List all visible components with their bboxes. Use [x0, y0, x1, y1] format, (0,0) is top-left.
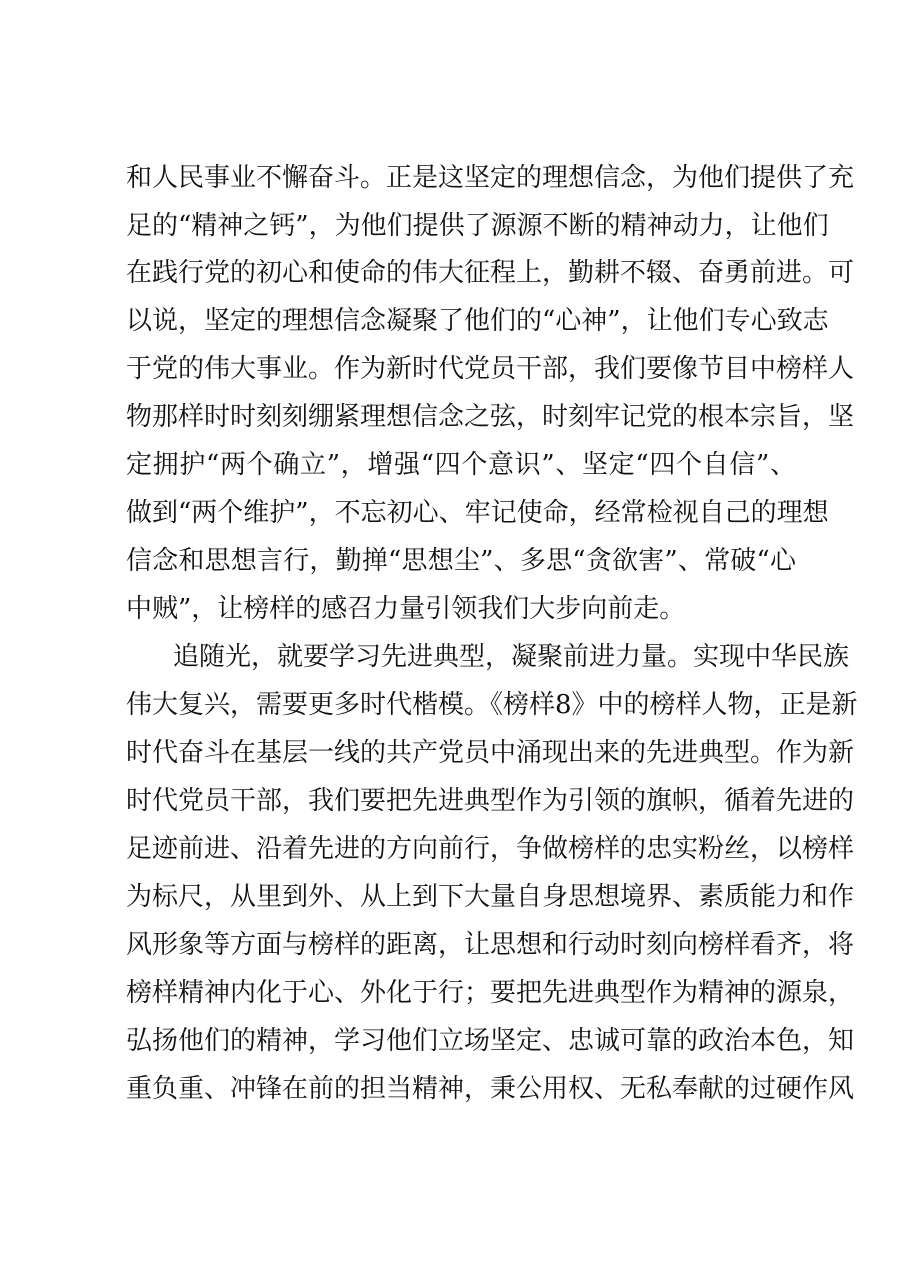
paragraph-1-line-9: 信念和思想言行，勤掸“思想尘”、多思“贪欲害”、常破“心: [126, 546, 796, 576]
paragraph-1-line-1: 和人民事业不懈奋斗。正是这坚定的理想信念，为他们提供了充: [126, 163, 855, 193]
paragraph-2-line-6: 为标尺，从里到外、从上到下大量自身思想境界、素质能力和作: [126, 882, 855, 912]
paragraph-1-line-6: 物那样时时刻刻绷紧理想信念之弦，时刻牢记党的根本宗旨，坚: [126, 402, 855, 432]
paragraph-2-line-10: 重负重、冲锋在前的担当精神，秉公用权、无私奉献的过硬作风: [126, 1074, 855, 1104]
paragraph-2-line-2: 伟大复兴，需要更多时代楷模。《榜样8》中的榜样人物，正是新: [126, 690, 858, 720]
paragraph-2-line-9: 弘扬他们的精神，学习他们立场坚定、忠诚可靠的政治本色，知: [126, 1026, 855, 1056]
paragraph-1-line-2: 足的“精神之钙”，为他们提供了源源不断的精神动力，让他们: [126, 211, 829, 241]
paragraph-1-line-7: 定拥护“两个确立”，增强“四个意识”、坚定“四个自信”、: [126, 450, 796, 480]
paragraph-2-line-8: 榜样精神内化于心、外化于行；要把先进典型作为精神的源泉，: [126, 978, 855, 1008]
paragraph-2-line-5: 足迹前进、沿着先进的方向前行，争做榜样的忠实粉丝，以榜样: [126, 834, 855, 864]
paragraph-1-line-3: 在践行党的初心和使命的伟大征程上，勤耕不辍、奋勇前进。可: [126, 258, 855, 288]
paragraph-1-line-4: 以说，坚定的理想信念凝聚了他们的“心神”，让他们专心致志: [126, 306, 829, 336]
paragraph-1-line-10: 中贼”，让榜样的感召力量引领我们大步向前走。: [126, 594, 686, 624]
paragraph-1-line-5: 于党的伟大事业。作为新时代党员干部，我们要像节目中榜样人: [126, 354, 855, 384]
paragraph-2-line-3: 时代奋斗在基层一线的共产党员中涌现出来的先进典型。作为新: [126, 738, 855, 768]
paragraph-2-line-1: 追随光，就要学习先进典型，凝聚前进力量。实现中华民族: [173, 642, 850, 672]
paragraph-2-line-7: 风形象等方面与榜样的距离，让思想和行动时刻向榜样看齐，将: [126, 930, 855, 960]
paragraph-2-line-4: 时代党员干部，我们要把先进典型作为引领的旗帜，循着先进的: [126, 786, 855, 816]
paragraph-1-line-8: 做到“两个维护”，不忘初心、牢记使命，经常检视自己的理想: [126, 498, 829, 528]
